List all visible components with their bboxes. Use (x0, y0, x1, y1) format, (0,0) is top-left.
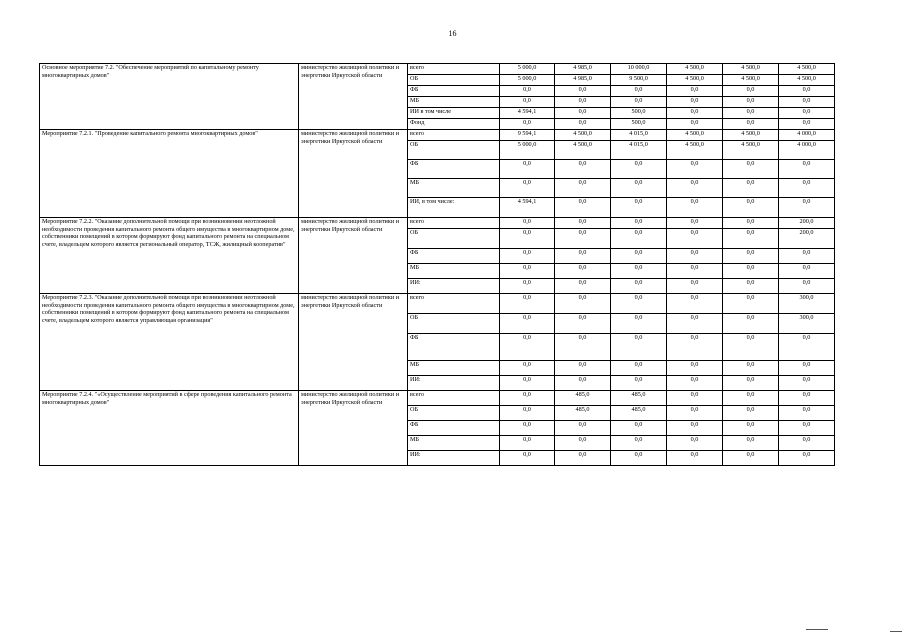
amount-cell: 0,0 (555, 97, 611, 108)
scan-artifact (890, 631, 902, 632)
funding-source-cell: ИИ: (408, 376, 500, 391)
activity-name-cell: Мероприятие 7.2.4. "«Осуществление мероприятий в сфере проведения капитального ремонта многоквартирных домов" (40, 391, 299, 466)
amount-cell: 0,0 (667, 406, 723, 421)
amount-cell: 0,0 (555, 376, 611, 391)
funding-source-cell: ИИ: (408, 451, 500, 466)
amount-cell: 0,0 (555, 160, 611, 179)
amount-cell: 0,0 (555, 119, 611, 130)
amount-cell: 4 000,0 (779, 130, 835, 141)
amount-cell: 0,0 (555, 108, 611, 119)
amount-cell: 0,0 (779, 119, 835, 130)
amount-cell: 4 594,1 (500, 108, 555, 119)
amount-cell: 0,0 (611, 229, 667, 249)
amount-cell: 0,0 (723, 279, 779, 294)
amount-cell: 0,0 (723, 119, 779, 130)
amount-cell: 0,0 (779, 421, 835, 436)
amount-cell: 0,0 (667, 179, 723, 198)
amount-cell: 0,0 (779, 334, 835, 361)
funding-source-cell: МБ (408, 361, 500, 376)
amount-cell: 0,0 (667, 198, 723, 218)
amount-cell: 0,0 (779, 436, 835, 451)
table-row (40, 294, 835, 314)
amount-cell: 0,0 (667, 108, 723, 119)
amount-cell: 4 500,0 (555, 141, 611, 160)
amount-cell: 0,0 (500, 249, 555, 264)
amount-cell: 200,0 (779, 218, 835, 229)
amount-cell: 0,0 (611, 97, 667, 108)
amount-cell: 0,0 (723, 86, 779, 97)
amount-cell: 0,0 (611, 314, 667, 334)
amount-cell: 10 000,0 (611, 64, 667, 75)
executor-cell: министерство жилищной политики и энергетики Иркутской области (299, 130, 408, 218)
amount-cell: 0,0 (500, 361, 555, 376)
funding-source-cell: ОБ (408, 314, 500, 334)
amount-cell: 300,0 (779, 294, 835, 314)
amount-cell: 0,0 (500, 279, 555, 294)
amount-cell: 0,0 (779, 86, 835, 97)
amount-cell: 0,0 (555, 229, 611, 249)
table-row (40, 391, 835, 406)
amount-cell: 0,0 (555, 279, 611, 294)
amount-cell: 4 594,1 (500, 198, 555, 218)
amount-cell: 9 594,1 (500, 130, 555, 141)
amount-cell: 0,0 (611, 264, 667, 279)
amount-cell: 0,0 (779, 264, 835, 279)
amount-cell: 0,0 (723, 421, 779, 436)
amount-cell: 0,0 (723, 229, 779, 249)
table-body (40, 64, 835, 466)
amount-cell: 0,0 (555, 451, 611, 466)
amount-cell: 0,0 (500, 314, 555, 334)
amount-cell: 0,0 (667, 264, 723, 279)
amount-cell: 0,0 (723, 160, 779, 179)
amount-cell: 0,0 (611, 249, 667, 264)
amount-cell: 0,0 (723, 376, 779, 391)
amount-cell: 0,0 (667, 249, 723, 264)
funding-source-cell: ОБ (408, 75, 500, 86)
funding-source-cell: ИИ в том числе (408, 108, 500, 119)
amount-cell: 0,0 (779, 361, 835, 376)
executor-cell: министерство жилищной политики и энергетики Иркутской области (299, 391, 408, 466)
activity-name-cell: Мероприятие 7.2.2. "Оказание дополнительной помощи при возникновении неотложной необходимости проведения капитального ремонта общего имущества в многоквартирном доме, собственники помещений в котором формируют фонд капитального ремонта на специальном счете, владельцем которого является региональный оператор, ТСЖ, жилищный кооператив" (40, 218, 299, 294)
funding-source-cell: ОБ (408, 229, 500, 249)
amount-cell: 0,0 (723, 436, 779, 451)
amount-cell: 0,0 (500, 294, 555, 314)
amount-cell: 0,0 (500, 86, 555, 97)
funding-source-cell: всего (408, 64, 500, 75)
amount-cell: 0,0 (500, 421, 555, 436)
amount-cell: 0,0 (500, 451, 555, 466)
amount-cell: 0,0 (723, 249, 779, 264)
amount-cell: 0,0 (611, 451, 667, 466)
amount-cell: 0,0 (723, 97, 779, 108)
amount-cell: 5 000,0 (500, 75, 555, 86)
amount-cell: 5 000,0 (500, 141, 555, 160)
amount-cell: 0,0 (500, 160, 555, 179)
amount-cell: 0,0 (779, 451, 835, 466)
amount-cell: 0,0 (779, 249, 835, 264)
amount-cell: 0,0 (667, 229, 723, 249)
amount-cell: 0,0 (500, 376, 555, 391)
funding-source-cell: ФБ (408, 86, 500, 97)
amount-cell: 4 500,0 (555, 130, 611, 141)
amount-cell: 0,0 (723, 391, 779, 406)
amount-cell: 300,0 (779, 314, 835, 334)
amount-cell: 0,0 (723, 264, 779, 279)
amount-cell: 0,0 (667, 86, 723, 97)
amount-cell: 0,0 (611, 436, 667, 451)
amount-cell: 0,0 (500, 229, 555, 249)
amount-cell: 4 500,0 (723, 75, 779, 86)
amount-cell: 4 000,0 (779, 141, 835, 160)
amount-cell: 4 015,0 (611, 141, 667, 160)
amount-cell: 0,0 (500, 391, 555, 406)
amount-cell: 0,0 (667, 421, 723, 436)
amount-cell: 0,0 (779, 160, 835, 179)
amount-cell: 0,0 (611, 421, 667, 436)
amount-cell: 4 500,0 (667, 141, 723, 160)
amount-cell: 0,0 (667, 451, 723, 466)
amount-cell: 0,0 (555, 86, 611, 97)
funding-source-cell: ФБ (408, 421, 500, 436)
funding-source-cell: ОБ (408, 406, 500, 421)
executor-cell: министерство жилищной политики и энергетики Иркутской области (299, 294, 408, 391)
amount-cell: 0,0 (667, 294, 723, 314)
table-row (40, 130, 835, 141)
funding-source-cell: МБ (408, 436, 500, 451)
amount-cell: 485,0 (611, 406, 667, 421)
amount-cell: 0,0 (611, 179, 667, 198)
amount-cell: 0,0 (779, 179, 835, 198)
amount-cell: 0,0 (779, 376, 835, 391)
amount-cell: 0,0 (667, 279, 723, 294)
funding-source-cell: МБ (408, 264, 500, 279)
amount-cell: 0,0 (723, 334, 779, 361)
amount-cell: 0,0 (555, 421, 611, 436)
amount-cell: 0,0 (555, 436, 611, 451)
page-number: 16 (448, 29, 457, 38)
amount-cell: 0,0 (611, 294, 667, 314)
amount-cell: 0,0 (667, 436, 723, 451)
funding-source-cell: ИИ: (408, 279, 500, 294)
amount-cell: 0,0 (500, 264, 555, 279)
funding-source-cell: всего (408, 218, 500, 229)
amount-cell: 0,0 (723, 108, 779, 119)
amount-cell: 4 985,0 (555, 75, 611, 86)
table-row (40, 218, 835, 229)
amount-cell: 0,0 (611, 218, 667, 229)
amount-cell: 0,0 (723, 451, 779, 466)
amount-cell: 0,0 (723, 179, 779, 198)
activity-name-cell: Основное мероприятие 7.2. "Обеспечение мероприятий по капитальному ремонту многоквартирных домов" (40, 64, 299, 130)
amount-cell: 0,0 (667, 376, 723, 391)
amount-cell: 0,0 (723, 198, 779, 218)
amount-cell: 0,0 (667, 160, 723, 179)
funding-source-cell: МБ (408, 97, 500, 108)
amount-cell: 0,0 (555, 249, 611, 264)
amount-cell: 9 500,0 (611, 75, 667, 86)
amount-cell: 0,0 (667, 391, 723, 406)
amount-cell: 485,0 (555, 391, 611, 406)
table-row (40, 64, 835, 75)
amount-cell: 0,0 (723, 314, 779, 334)
amount-cell: 0,0 (500, 179, 555, 198)
amount-cell: 0,0 (667, 314, 723, 334)
amount-cell: 4 500,0 (779, 64, 835, 75)
amount-cell: 0,0 (667, 218, 723, 229)
amount-cell: 0,0 (500, 119, 555, 130)
amount-cell: 5 000,0 (500, 64, 555, 75)
amount-cell: 4 500,0 (667, 75, 723, 86)
amount-cell: 485,0 (611, 391, 667, 406)
amount-cell: 0,0 (611, 279, 667, 294)
amount-cell: 0,0 (611, 376, 667, 391)
amount-cell: 0,0 (779, 198, 835, 218)
amount-cell: 0,0 (500, 406, 555, 421)
activity-name-cell: Мероприятие 7.2.1. "Проведение капитального ремонта многоквартирных домов" (40, 130, 299, 218)
funding-source-cell: всего (408, 130, 500, 141)
scan-artifact (806, 629, 828, 630)
amount-cell: 0,0 (667, 334, 723, 361)
funding-source-cell: ИИ, в том числе: (408, 198, 500, 218)
amount-cell: 0,0 (611, 361, 667, 376)
executor-cell: министерство жилищной политики и энергетики Иркутской области (299, 64, 408, 130)
amount-cell: 0,0 (611, 160, 667, 179)
funding-source-cell: МБ (408, 179, 500, 198)
amount-cell: 0,0 (779, 97, 835, 108)
amount-cell: 0,0 (611, 198, 667, 218)
amount-cell: 4 500,0 (723, 64, 779, 75)
amount-cell: 0,0 (779, 108, 835, 119)
amount-cell: 0,0 (779, 406, 835, 421)
amount-cell: 0,0 (611, 334, 667, 361)
amount-cell: 0,0 (500, 334, 555, 361)
amount-cell: 4 500,0 (779, 75, 835, 86)
executor-cell: министерство жилищной политики и энергетики Иркутской области (299, 218, 408, 294)
amount-cell: 0,0 (723, 406, 779, 421)
amount-cell: 0,0 (555, 179, 611, 198)
amount-cell: 200,0 (779, 229, 835, 249)
funding-source-cell: ФБ (408, 249, 500, 264)
amount-cell: 4 500,0 (667, 130, 723, 141)
amount-cell: 500,0 (611, 108, 667, 119)
funding-source-cell: всего (408, 391, 500, 406)
amount-cell: 0,0 (555, 314, 611, 334)
amount-cell: 0,0 (500, 436, 555, 451)
amount-cell: 0,0 (555, 218, 611, 229)
funding-source-cell: ОБ (408, 141, 500, 160)
funding-source-cell: ФБ (408, 160, 500, 179)
amount-cell: 0,0 (779, 279, 835, 294)
amount-cell: 0,0 (555, 264, 611, 279)
amount-cell: 0,0 (667, 97, 723, 108)
funding-source-cell: ФБ (408, 334, 500, 361)
amount-cell: 0,0 (667, 119, 723, 130)
amount-cell: 4 015,0 (611, 130, 667, 141)
budget-table (39, 63, 835, 466)
amount-cell: 500,0 (611, 119, 667, 130)
amount-cell: 0,0 (555, 334, 611, 361)
amount-cell: 4 500,0 (667, 64, 723, 75)
amount-cell: 0,0 (723, 361, 779, 376)
amount-cell: 4 500,0 (723, 130, 779, 141)
amount-cell: 0,0 (500, 97, 555, 108)
amount-cell: 0,0 (723, 218, 779, 229)
amount-cell: 485,0 (555, 406, 611, 421)
amount-cell: 0,0 (555, 361, 611, 376)
amount-cell: 4 985,0 (555, 64, 611, 75)
amount-cell: 0,0 (611, 86, 667, 97)
activity-name-cell: Мероприятие 7.2.3. "Оказание дополнительной помощи при возникновении неотложной необходимости проведения капитального ремонта общего имущества в многоквартирном доме, собственники помещений в котором формируют фонд капитального ремонта на специальном счете, владельцем которого является управляющая организация" (40, 294, 299, 391)
amount-cell: 0,0 (500, 218, 555, 229)
amount-cell: 0,0 (667, 361, 723, 376)
amount-cell: 0,0 (723, 294, 779, 314)
funding-source-cell: всего (408, 294, 500, 314)
funding-source-cell: Фонд (408, 119, 500, 130)
amount-cell: 0,0 (779, 391, 835, 406)
amount-cell: 0,0 (555, 294, 611, 314)
amount-cell: 4 500,0 (723, 141, 779, 160)
amount-cell: 0,0 (555, 198, 611, 218)
